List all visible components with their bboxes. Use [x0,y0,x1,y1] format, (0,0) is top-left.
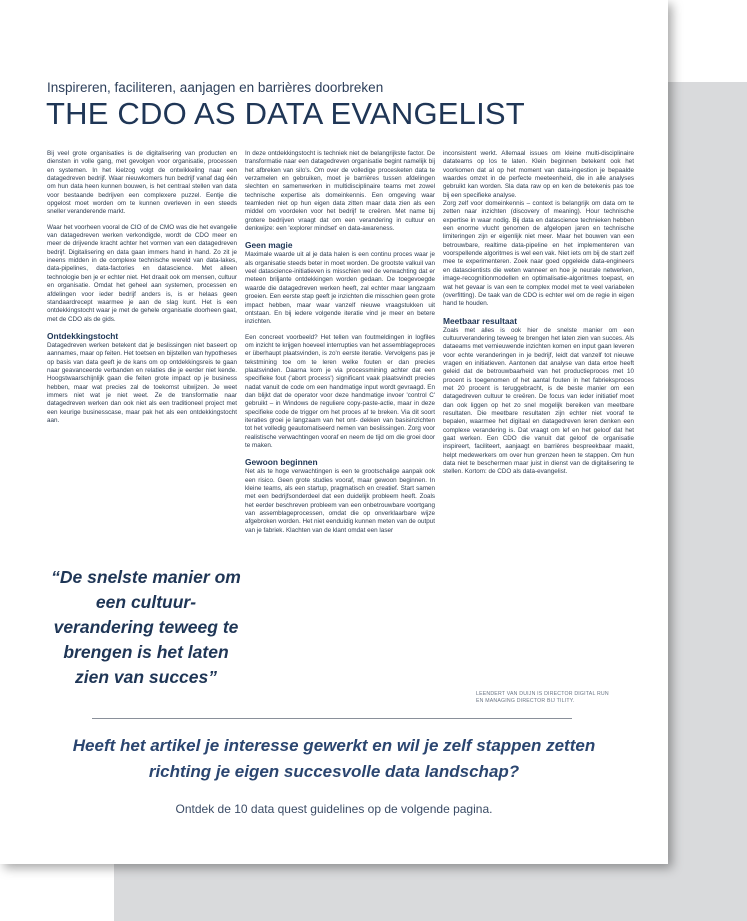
paragraph: Zoals met alles is ook hier de snelste manier om een cultuurverandering teweeg te brengen het laten zien van succes. Als dataeams met vernieuwende inzichten komen en input gaan leveren voor echte veranderingen in je bedrijf, leidt dat vanzelf tot nieuwe vragen en initiatieven. Aantonen dat analyse van data ertoe heeft geleid dat de betrouwbaarheid van het productieproces met 10 procent is toegenomen of het aantal fouten in het fabrieksproces met 20 procent is teruggebracht, is de beste manier om een datagedreven cultuur te creëren. De focus van ieder initiatief moet dan ook liggen op het zo snel mogelijk bereiken van meetbare resultaten. Die meetbare resultaten zijn echter niet vooraf te bepalen, waarmee het digitaal en datagedreven leren denken een complexe verandering is. Dat vraagt om lef en het geloof dat het gaat werken. Een CDO die vanuit dat geloof de organisatie inspireert, faciliteert, aanjaagt en barrières bespreekbaar maakt, helpt medewerkers om over hun grenzen heen te stappen. Om hun data niet te beschermen maar juist in dienst van de digitalisering te stellen. Kortom: de CDO als data-evangelist. [443,326,634,476]
paragraph: Net als te hoge verwachtingen is een te grootschalige aanpak ook een risico. Geen grote studies vooraf, maar gewoon beginnen. In kleine teams, als een startup, pragmatisch en creatief. Start samen met een bedrijfsonderdeel dat een duidelijk probleem heeft. Zoals het eerder beschreven probleem van een onbetrouwbare voortgang van assemblageprocessen, omdat die op onverklaarbare wijze afgebroken worden. Het niet eenduidig kunnen meten van de output van je fabriek. Klachten van de klant omdat een laser [245,468,435,534]
paragraph: Maximale waarde uit al je data halen is een continu proces waar je als organisatie steeds beter in moet worden. De grootste valkuil van veel datascience-initiatieven is misschien wel de verwachting dat er meteen briljante ontdekkingen worden gedaan. De toegevoegde waarde die datagedreven werken heeft, zal echter maar langzaam groeien. Een eerste stap geeft je inzichten die misschien geen grote impact hebben, maar waar vanzelf nieuwe vraagstukken uit ontstaan. En bij iedere volgende iteratie vind je meer en betere inzichten. [245,251,435,326]
divider [92,718,572,719]
article-column-2 [245,150,435,542]
article-title: THE CDO AS DATA EVANGELIST [46,96,525,131]
article-column-3 [443,150,634,484]
cta-headline: Heeft het artikel je interesse gewerkt en wil je zelf stappen zetten richting je eigen succesvolle data landschap? [72,736,596,781]
article-column-1 [47,150,237,432]
paragraph: inconsistent werkt. Allemaal issues om kleine multi-disciplinaire datateams op los te laten. Klein beginnen betekent ook het voorkomen dat al op het moment van data-ingestion je bepaalde waardes omzet in de perfecte meeteenheid, die in alle analyses gebruikt kan worden. Sla data raw op en ken de betekenis pas toe bij een specifieke analyse. [443,150,634,199]
paragraph: Datagedreven werken betekent dat je beslissingen niet baseert op aannames, maar op feiten. Het toetsen en bijstellen van hypotheses op basis van data geeft je de kans om op ontdekkingsreis te gaan naar geavanceerde verbanden en relaties die je eerder niet kende. Hoogstwaarschijnlijk gaan die feiten grote impact op je business hebben, maar wat precies zal de toekomst uitwijzen. Je weet immers niet wat je niet weet. Ze de transformatie naar datagedreven werken dan ook niet als een traditioneel project met een keurige businesscase, maar pak het als een ontdekkingstocht aan. [47,341,237,424]
paragraph: Zorg zelf voor domeinkennis – context is belangrijk om data om te zetten naar inzichten (discovery of meaning). Hour technische expertise in waar nodig. Bij data en datascience technieken hebben een enorme vlucht genomen de afgelopen jaren en technische limiteringen zijn er eigenlijk niet meer. Maar het bouwen van een betrouwbare, realtime data-pipeline en het implementeren van voorspellende algoritmes is wel een vak. Niet iets om bij de start zelf mee te experimenteren. Zoek naar goed opgeleide data-engineers en datascientists die weten wanneer en hoe je neurale netwerken, image-recognitionmodellen en optimalisatie-algoritmes toepast, en wat het gevaar is van een te complex model met te veel variabelen (overfitting). De taak van de CDO is echter wel om de regie in eigen hand te houden. [443,200,634,308]
section-heading: Ontdekkingstocht [47,330,119,341]
paragraph: Een concreet voorbeeld? Het tellen van foutmeldingen in logfiles om inzicht te krijgen hoeveel interrupties van het assemblageproces er überhaupt plaatsvinden, is zo'n eerste iteratie. Vervolgens pas je tekstmining toe om te leren welke fouten er dan precies plaatsvinden. Daarna kom je via processmining achter dat een specifieke fout ('abort process') significant vaak plaatsvindt precies nadat vanuit de code om een handmatige input wordt gevraagd. En dan blijkt dat de operator voor deze handmatige invoer 'control C' gebruikt – in Windows de reguliere copy-paste-actie, maar in deze specifieke code de trigger om het proces af te breken. Via dit soort iteraties groei je langzaam van het ont- dekken van basisinzichten tot het volledig geautomatiseerd nemen van beslissingen. Zorg voor realistische verwachtingen vooraf en neem de tijd om die groei door te maken. [245,333,435,449]
section-heading: Geen magie [245,240,293,251]
pull-quote: “De snelste manier om een cultuur-verandering teweeg te brengen is het laten zien van succes” [51,567,241,687]
section-heading: Meetbaar resultaat [443,315,518,326]
author-bio: LEENDERT VAN DUIJN IS DIRECTOR DIGITAL RUN EN MANAGING DIRECTOR BIJ TILITY. [476,691,609,704]
section-heading: Gewoon beginnen [245,457,318,468]
paragraph: In deze ontdekkingstocht is techniek niet de belangrijkste factor. De transformatie naar een datagedreven organisatie begint namelijk bij het afbreken van silo's. Om over de volledige procesketen data te verzamelen en gebruiken, moet je barrières tussen afdelingen slechten en samenwerken in multidisciplinaire teams met zowel technische expertise als domeinkennis. Een omgeving waar teamleden niet op hun eigen data zitten maar data zien als een middel om voordelen voor het bedrijf te creëren. Met name bij grotere bedrijven vraagt dat om een verandering in cultuur en denkwijze: een 'explorer mindset' en data-awareness. [245,150,435,233]
cta-subline: Ontdek de 10 data quest guidelines op de volgende pagina. [175,802,493,816]
article-kicker: Inspireren, faciliteren, aanjagen en barrières doorbreken [47,80,384,95]
paragraph: Bij veel grote organisaties is de digitalisering van producten en diensten in volle gang, met gevolgen voor organisatie, processen en systemen. In het kielzog volgt de ontwikkeling naar een datagedreven bedrijf. Waar nieuwkomers hun bedrijf vanaf dag één om hun data heen kunnen bouwen, is het centraal stellen van data voor bestaande bedrijven een complexere puzzel. Eentje die opgelost moet worden om te kunnen overleven in een steeds sneller veranderende markt. [47,150,237,216]
paragraph: Waar het voorheen vooral de CIO of de CMO was die het evangelie van datagedreven werken verkondigde, wordt de CDO meer en meer de drijvende kracht achter het vormen van een datagedreven bedrijf. Digitalisering en data gaan immers hand in hand. Zo zit je ineens midden in de complexe technische wereld van data-lakes, data-pipelines, data-factories en datascience. Met alleen technologie ben je er echter niet. Het draait ook om mensen, cultuur en organisatie. Omdat het geheel aan systemen, processen en afdelingen voor ieder bedrijf anders is, is er helaas geen standaardrecept waarmee je aan de slag kunt. Het is een ontdekkingstocht waar je met de gehele organisatie doorheen gaat, met de CDO als de gids. [47,223,237,323]
